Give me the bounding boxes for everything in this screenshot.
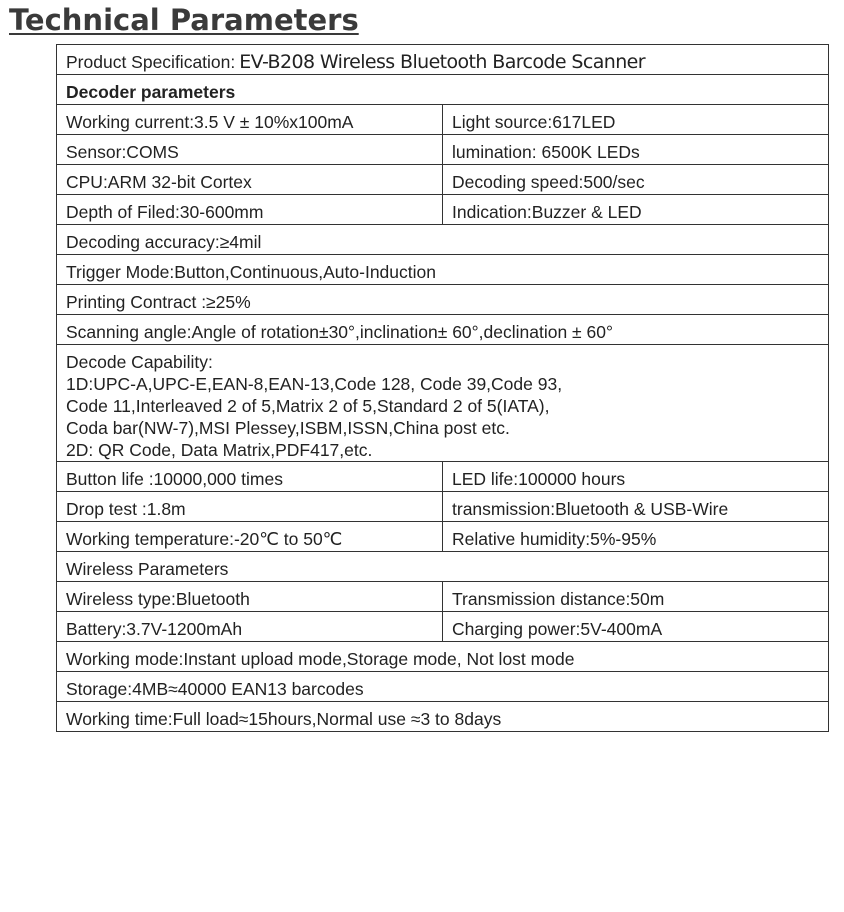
table-row (57, 522, 829, 552)
table-row (57, 165, 829, 195)
table-row (57, 612, 829, 642)
spec-cell: transmission:Bluetooth & USB-Wire (443, 492, 829, 522)
table-row (57, 642, 829, 672)
spec-cell: Sensor:COMS (57, 135, 443, 165)
table-row (57, 672, 829, 702)
decode-capability-line: Coda bar(NW-7),MSI Plessey,ISBM,ISSN,China post etc. (66, 418, 510, 438)
product-cell (57, 45, 829, 75)
table-row (57, 225, 829, 255)
spec-cell: Battery:3.7V-1200mAh (57, 612, 443, 642)
decoder-heading-row (57, 75, 829, 105)
decode-capability-line: 2D: QR Code, Data Matrix,PDF417,etc. (66, 440, 373, 460)
spec-cell-full: Scanning angle:Angle of rotation±30°,inclination± 60°,declination ± 60° (57, 315, 829, 345)
spec-cell: Charging power:5V-400mA (443, 612, 829, 642)
spec-cell-full: Working time:Full load≈15hours,Normal use ≈3 to 8days (57, 702, 829, 732)
spec-cell: Light source:617LED (443, 105, 829, 135)
spec-cell: CPU:ARM 32-bit Cortex (57, 165, 443, 195)
spec-cell: Button life :10000,000 times (57, 462, 443, 492)
spec-cell: Indication:Buzzer & LED (443, 195, 829, 225)
spec-cell-full: Working mode:Instant upload mode,Storage mode, Not lost mode (57, 642, 829, 672)
decoder-heading: Decoder parameters (57, 75, 829, 105)
spec-cell: Working current:3.5 V ± 10%x100mA (57, 105, 443, 135)
spec-cell: Wireless type:Bluetooth (57, 582, 443, 612)
decode-capability-row (57, 345, 829, 462)
table-row (57, 315, 829, 345)
spec-cell: LED life:100000 hours (443, 462, 829, 492)
table-row (57, 702, 829, 732)
product-label: Product Specification: (66, 52, 236, 72)
spec-cell: Transmission distance:50m (443, 582, 829, 612)
table-row (57, 135, 829, 165)
table-row (57, 492, 829, 522)
spec-cell: Depth of Filed:30-600mm (57, 195, 443, 225)
decode-capability-line: Decode Capability: (66, 352, 213, 372)
wireless-heading-row (57, 552, 829, 582)
table-row (57, 105, 829, 135)
spec-table (56, 44, 829, 732)
spec-cell: Working temperature:-20℃ to 50℃ (57, 522, 443, 552)
spec-cell: lumination: 6500K LEDs (443, 135, 829, 165)
spec-cell-full: Decoding accuracy:≥4mil (57, 225, 829, 255)
decode-capability-cell (57, 345, 829, 462)
wireless-heading: Wireless Parameters (57, 552, 829, 582)
table-row (57, 285, 829, 315)
spec-cell: Relative humidity:5%-95% (443, 522, 829, 552)
decode-capability-line: 1D:UPC-A,UPC-E,EAN-8,EAN-13,Code 128, Code 39,Code 93, (66, 374, 563, 394)
table-row (57, 195, 829, 225)
spec-cell-full: Printing Contract :≥25% (57, 285, 829, 315)
table-row (57, 582, 829, 612)
table-row (57, 255, 829, 285)
spec-cell-full: Storage:4MB≈40000 EAN13 barcodes (57, 672, 829, 702)
decode-capability-line: Code 11,Interleaved 2 of 5,Matrix 2 of 5,Standard 2 of 5(IATA), (66, 396, 550, 416)
spec-cell: Decoding speed:500/sec (443, 165, 829, 195)
spec-cell-full: Trigger Mode:Button,Continuous,Auto-Induction (57, 255, 829, 285)
product-name: EV-B208 Wireless Bluetooth Barcode Scanner (239, 51, 645, 73)
page-title: Technical Parameters (9, 3, 359, 37)
product-row (57, 45, 829, 75)
spec-cell: Drop test :1.8m (57, 492, 443, 522)
table-row (57, 462, 829, 492)
